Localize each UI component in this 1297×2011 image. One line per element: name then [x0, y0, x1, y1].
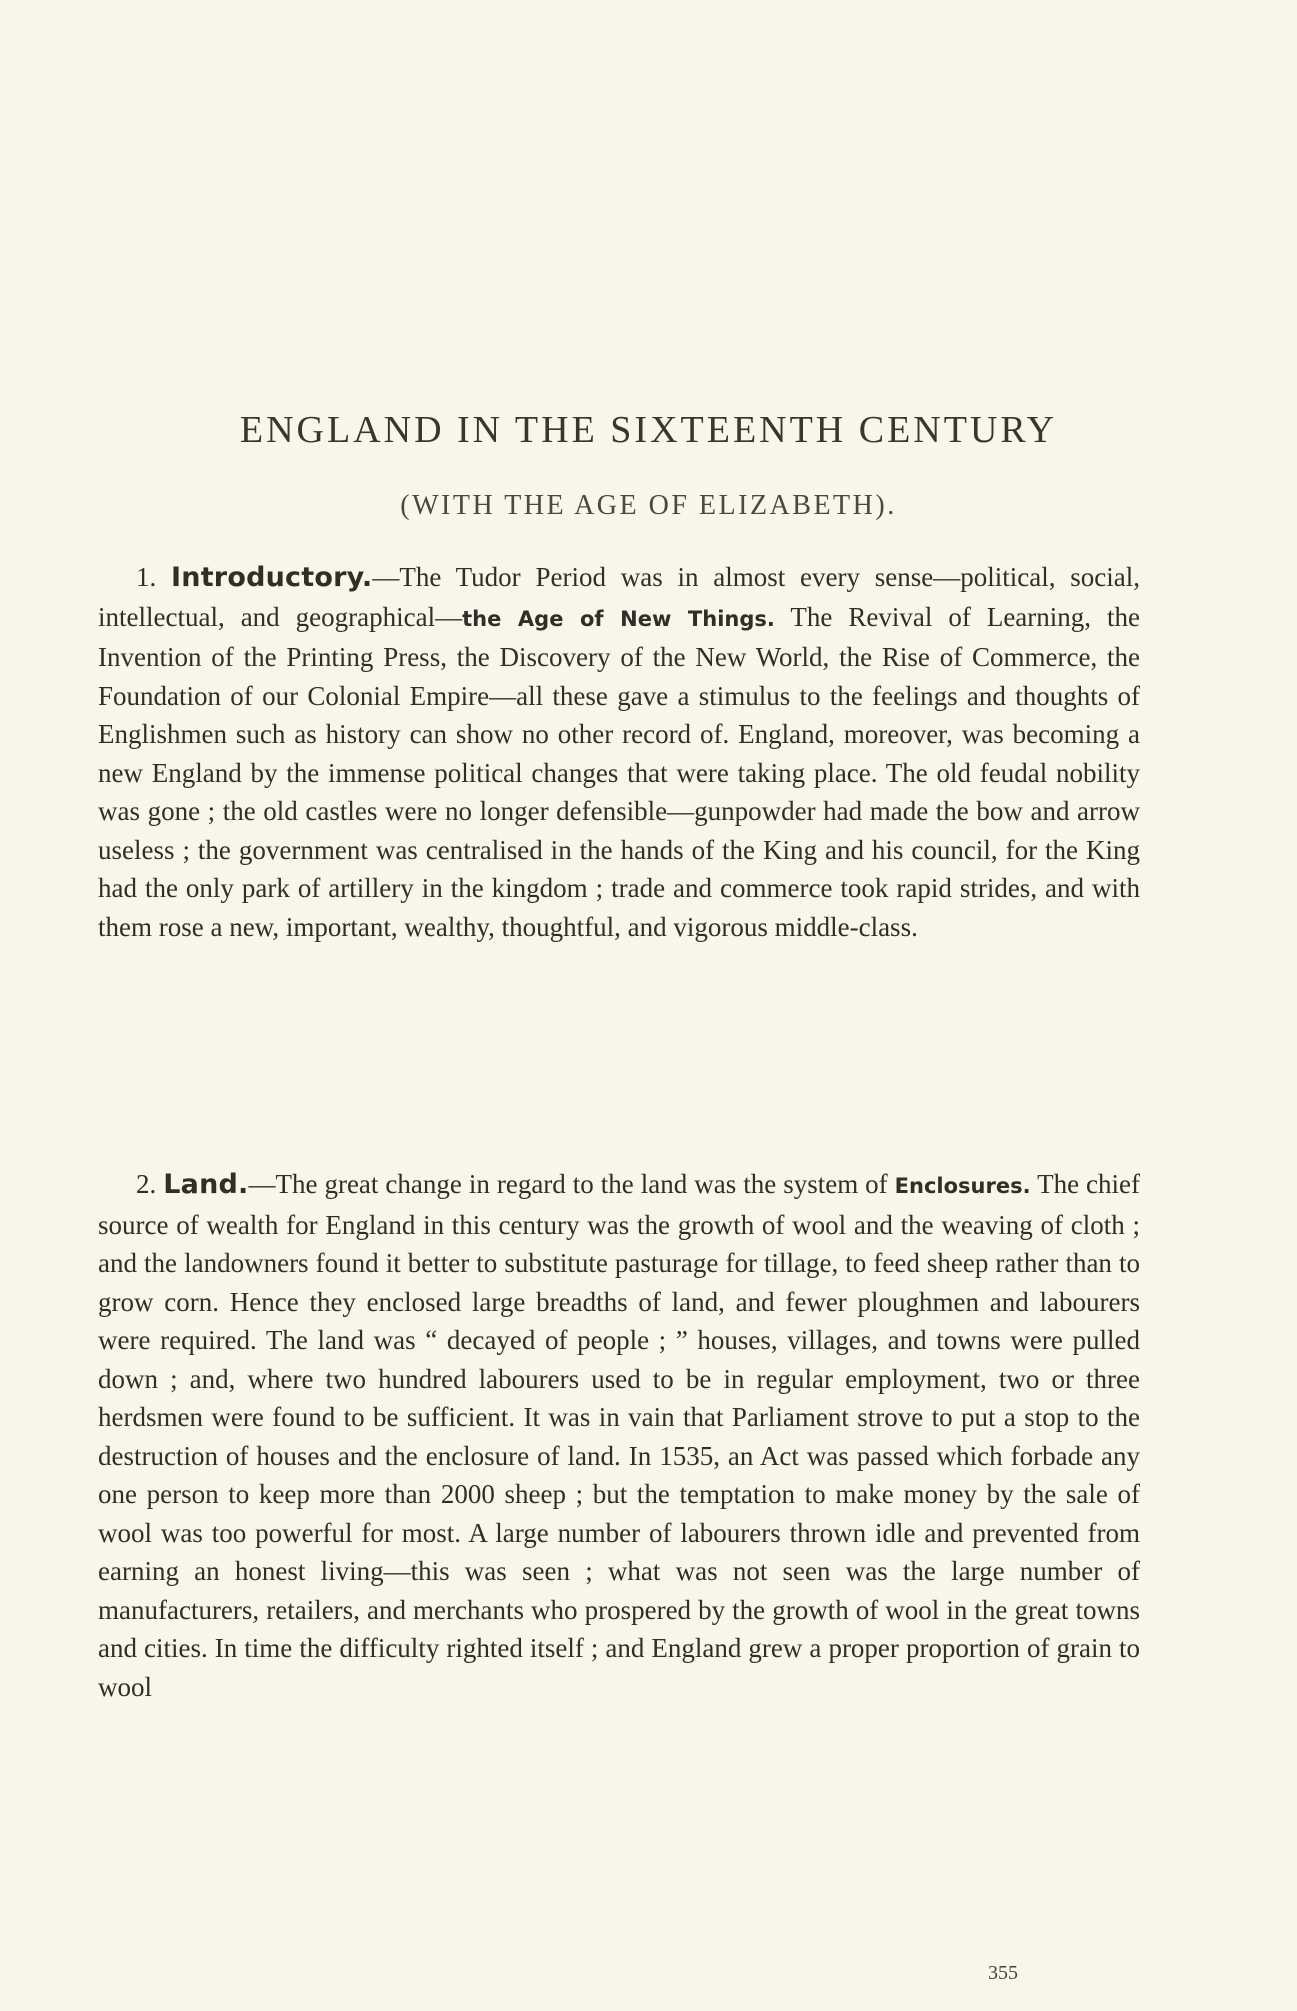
- section-text: —The Tudor Period was in almost every sense—political, social, intellectual, and geographical—: [98, 562, 1140, 632]
- section-text: —The great change in regard to the land was the system of: [248, 1169, 895, 1199]
- section-introductory: [98, 558, 1140, 946]
- section-text: The chief source of wealth for England in this century was the growth of wool and the weaving of cloth ; and the landowners found it better to substitute pasturage for tillage, to feed sheep rather than to grow corn. Hence they enclosed large breadths of land, and fewer ploughmen and labourers were required. The land was “ decayed of people ; ” houses, villages, and towns were pulled down ; and, where two hundred labourers used to be in regular employment, two or three herdsmen were found to be sufficient. It was in vain that Parliament strove to put a stop to the destruction of houses and the enclosure of land. In 1535, an Act was passed which forbade any one person to keep more than 2000 sheep ; but the temptation to make money by the sale of wool was too powerful for most. A large number of labourers thrown idle and prevented from earning an honest living—this was seen ; what was not seen was the large number of manufacturers, retailers, and merchants who prospered by the growth of wool in the great towns and cities. In time the difficulty righted itself ; and England grew a proper proportion of grain to wool: [98, 1169, 1141, 1702]
- section-heading: Land.: [163, 1169, 249, 1200]
- page-number: 355: [988, 1962, 1018, 1984]
- section-number: 2.: [136, 1169, 157, 1199]
- emphasis-phrase: the Age of New Things.: [462, 606, 775, 631]
- chapter-title: ENGLAND IN THE SIXTEENTH CENTURY: [239, 409, 1058, 451]
- emphasis-phrase: Enclosures.: [894, 1174, 1031, 1198]
- chapter-subtitle: (WITH THE AGE OF ELIZABETH).: [400, 490, 897, 521]
- section-text: The Revival of Learning, the Invention of the Printing Press, the Discovery of the New World, the Rise of Commerce, the Foundation of our Colonial Empire—all these gave a stimulus to the feelings and thoughts of Englishmen such as history can show no other record of. England, moreover, was becoming a new England by the immense political changes that were taking place. The old feudal nobility was gone ; the old castles were no longer defensible—gunpowder had made the bow and arrow useless ; the government was centralised in the hands of the King and his council, for the King had the only park of artillery in the kingdom ; trade and commerce took rapid strides, and with them rose a new, important, wealthy, thoughtful, and vigorous middle-class.: [98, 601, 1141, 942]
- section-number: 1.: [136, 562, 157, 592]
- section-heading: Introductory.: [171, 562, 373, 593]
- section-land: [98, 1165, 1140, 1706]
